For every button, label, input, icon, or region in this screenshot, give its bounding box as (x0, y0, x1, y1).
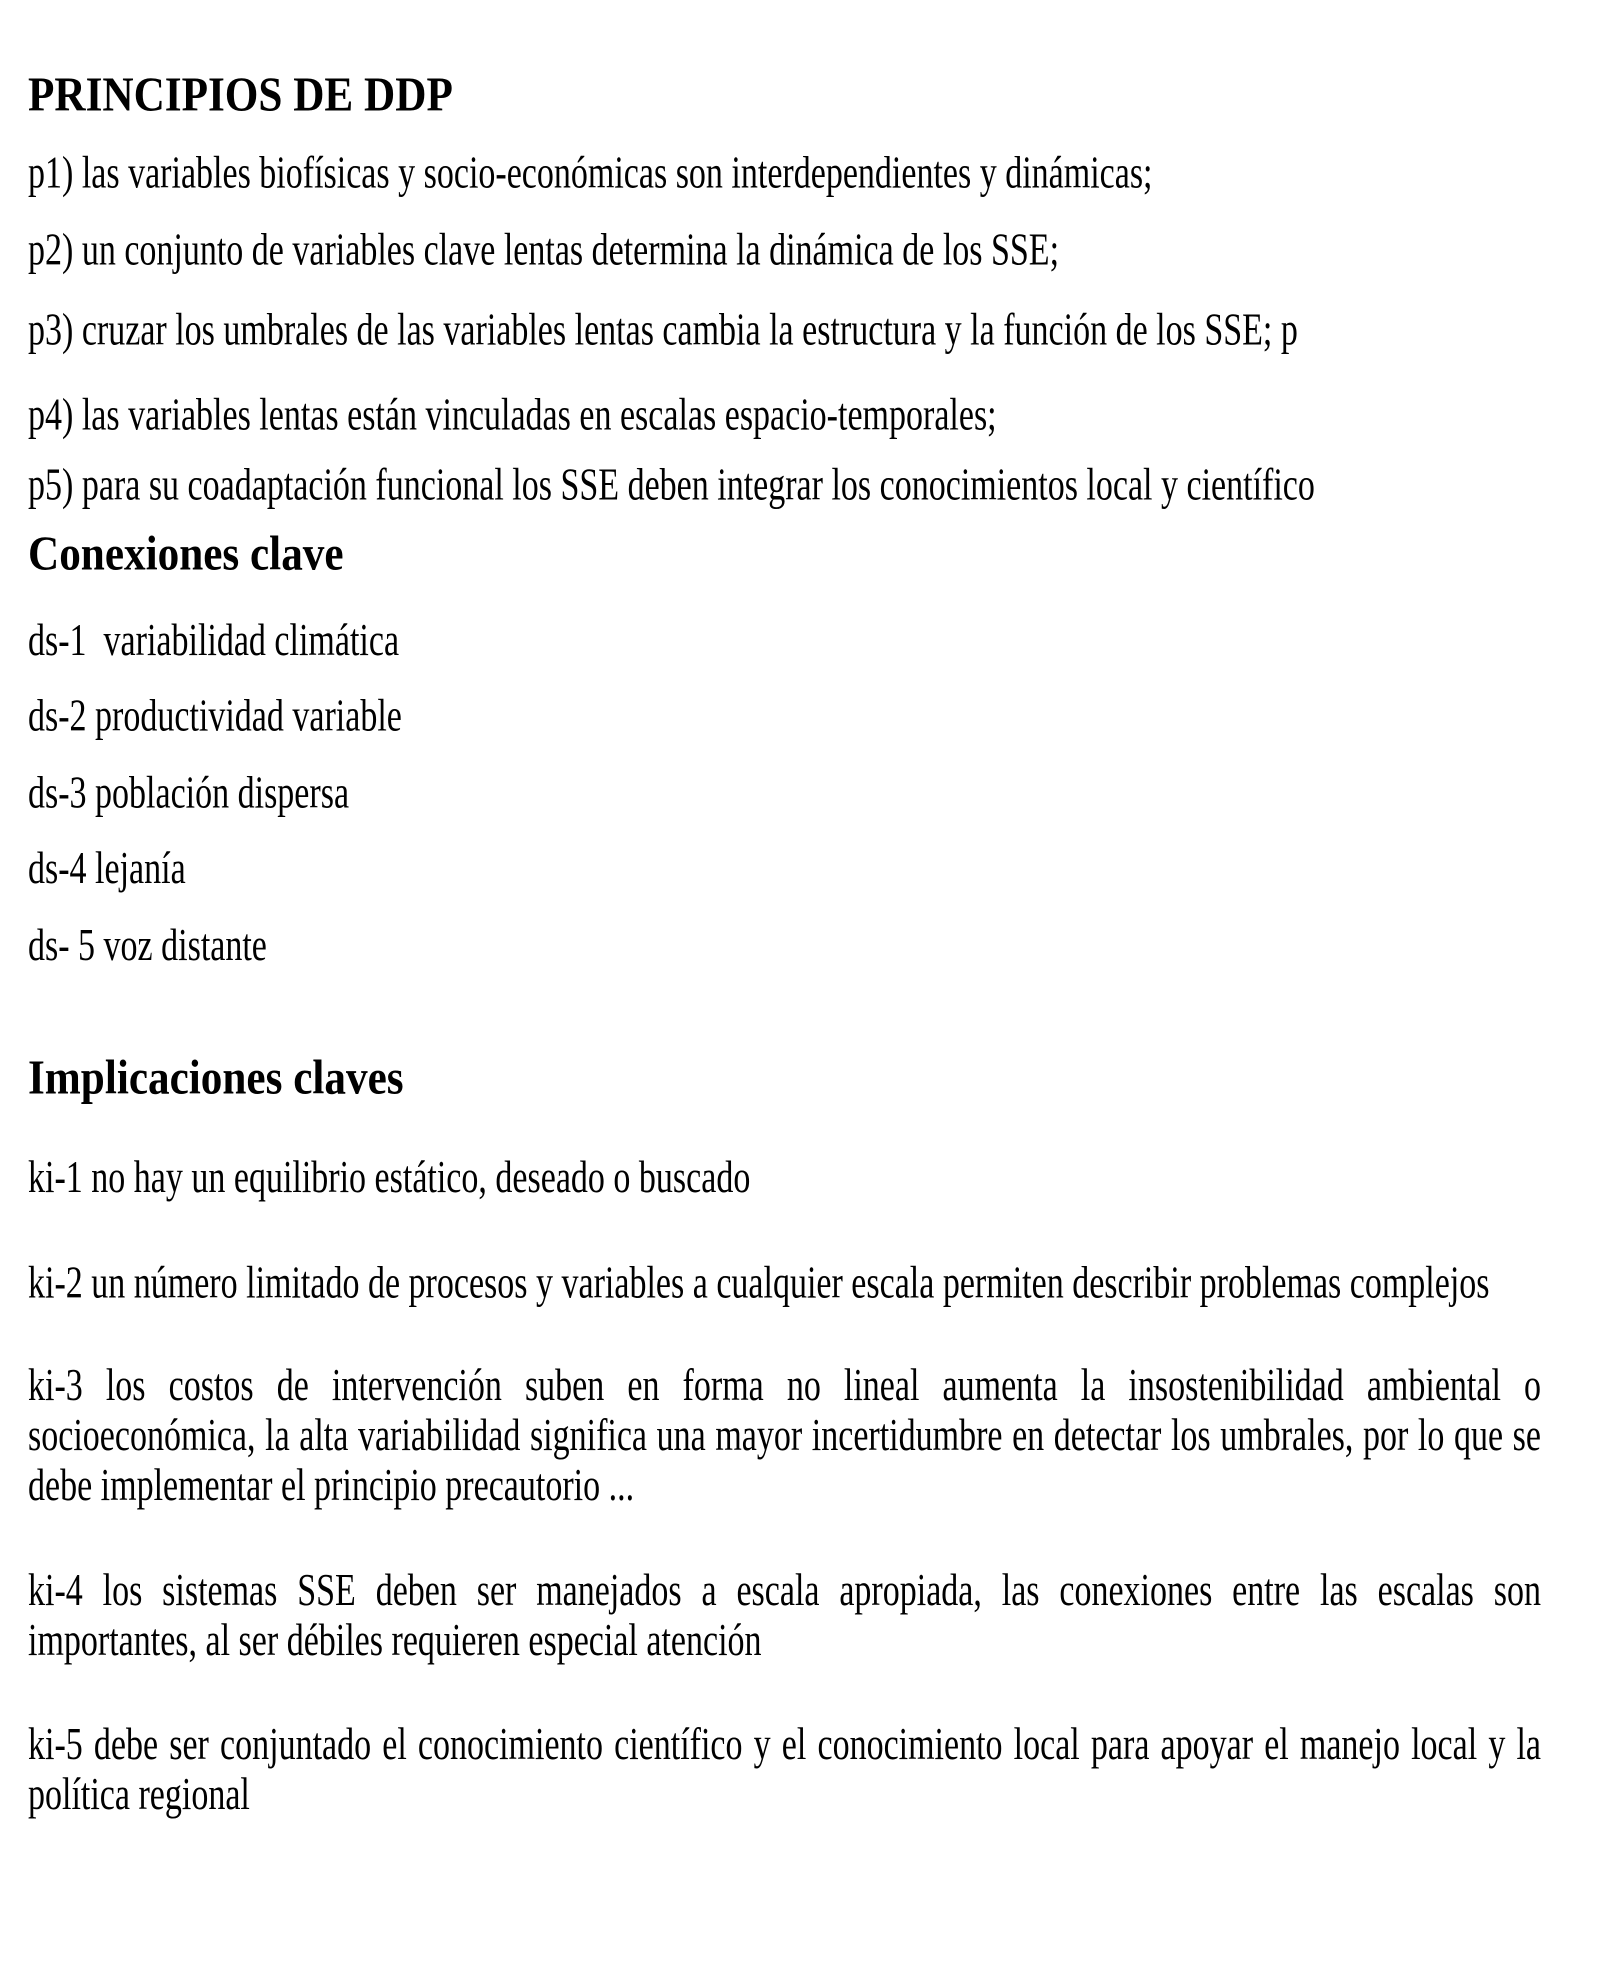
principle-p3: p3) cruzar los umbrales de las variables lentas cambia la estructura y la función de los SSE; p (28, 305, 1298, 356)
principle-p4: p4) las variables lentas están vinculadas en escalas espacio-temporales; (28, 390, 997, 441)
connection-item-ds3: ds-3 población dispersa (28, 768, 350, 819)
implication-item-ki5: ki-5 debe ser conjuntado el conocimiento científico y el conocimiento local para apoyar el manejo local y la política regional (28, 1719, 1541, 1820)
implication-item-ki1: ki-1 no hay un equilibrio estático, deseado o buscado (28, 1152, 751, 1203)
principle-p1: p1) las variables biofísicas y socio-económicas son interdependientes y dinámicas; (28, 148, 1153, 199)
connection-item-ds1: ds-1 variabilidad climática (28, 615, 400, 666)
page-title: PRINCIPIOS DE DDP (28, 67, 453, 122)
principle-p5: p5) para su coadaptación funcional los SSE deben integrar los conocimientos local y científico (28, 460, 1315, 511)
implication-item-ki2: ki-2 un número limitado de procesos y variables a cualquier escala permiten describir problemas complejos (28, 1258, 1490, 1309)
document-content (28, 0, 1541, 1820)
connection-item-ds5: ds- 5 voz distante (28, 920, 267, 971)
implication-item-ki4: ki-4 los sistemas SSE deben ser manejados a escala apropiada, las conexiones entre las escalas son importantes, al ser débiles requieren especial atención (28, 1566, 1541, 1666)
connection-item-ds4: ds-4 lejanía (28, 843, 186, 894)
section-heading-connections: Conexiones clave (28, 526, 344, 581)
principle-p2: p2) un conjunto de variables clave lentas determina la dinámica de los SSE; (28, 225, 1060, 276)
section-heading-implications: Implicaciones claves (28, 1050, 404, 1105)
connection-item-ds2: ds-2 productividad variable (28, 691, 402, 742)
implication-item-ki3: ki-3 los costos de intervención suben en forma no lineal aumenta la insostenibilidad ambiental o socioeconómica, la alta variabilidad significa una mayor incertidumbre en detectar los umbrales, por lo que se debe implementar el principio precautorio ... (28, 1360, 1541, 1511)
